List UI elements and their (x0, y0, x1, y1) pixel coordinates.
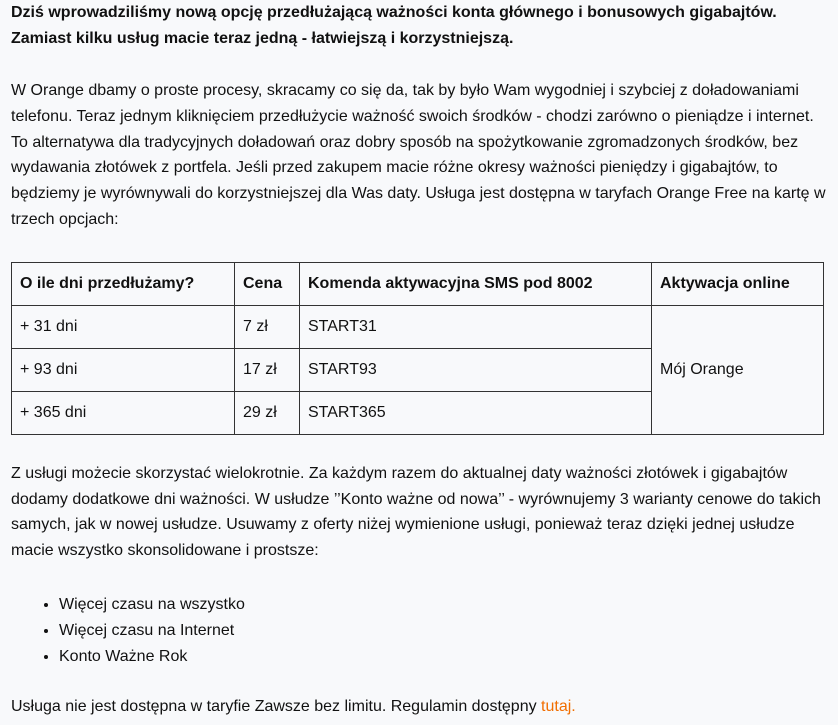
cell-price: 7 zł (235, 305, 300, 348)
cell-sms: START365 (300, 391, 652, 434)
footer-text: Usługa nie jest dostępna w taryfie Zawsze bez limitu. Regulamin dostępny (11, 697, 542, 715)
cell-price: 29 zł (235, 391, 300, 434)
removed-services-list (11, 592, 827, 670)
paragraph-details: Z usługi możecie skorzystać wielokrotnie. Za każdym razem do aktualnej daty ważności złotówek i gigabajtów dodamy dodatkowe dni ważności. W usłudze ’’Konto ważne od nowa’’ - wyrównujemy 3 warianty cenowe do takich samych, jak w nowej usłudze. Usuwamy z oferty niżej wymienione usługi, ponieważ teraz dzięki jednej usłudze macie wszystko skonsolidowane i prostsze: (11, 464, 821, 560)
header-online: Aktywacja online (652, 262, 824, 305)
regulations-link[interactable]: tutaj. (541, 697, 576, 715)
list-item: • Konto Ważne Rok (59, 644, 827, 670)
cell-sms: START93 (300, 348, 652, 391)
list-item: • Więcej czasu na Internet (59, 618, 827, 644)
header-sms: Komenda aktywacyjna SMS pod 8002 (300, 262, 652, 305)
header-price: Cena (235, 262, 300, 305)
intro-line-2: Zamiast kilku usług macie teraz jedną - łatwiejszą i korzystniejszą. (11, 30, 514, 47)
cell-days: + 31 dni (12, 305, 235, 348)
intro-line-1: Dziś wprowadziliśmy nową opcję przedłużającą ważności konta głównego i bonusowych gigabajtów. (11, 4, 777, 21)
intro (11, 0, 827, 52)
pricing-table (11, 262, 824, 435)
paragraph-description: W Orange dbamy o proste procesy, skracamy co się da, tak by było Wam wygodniej i szybciej z doładowaniami telefonu. Teraz jednym kliknięciem przedłużycie ważność swoich środków - chodzi zarówno o pieniądze i internet. To alternatywa dla tradycyjnych doładowań oraz dobry sposób na spożytkowanie zgromadzonych środków, bez wydawania złotówek z portfela. Jeśli przed zakupem macie różne okresy ważności pieniędzy i gigabajtów, to będziemy je wyrównywali do korzystniejszej dla Was daty. Usługa jest dostępna w taryfach Orange Free na kartę w trzech opcjach: (11, 82, 826, 228)
cell-days: + 365 dni (12, 391, 235, 434)
table-row (12, 305, 824, 348)
cell-online: Mój Orange (652, 305, 824, 434)
table-header-row (12, 262, 824, 305)
header-days: O ile dni przedłużamy? (12, 262, 235, 305)
list-item: • Więcej czasu na wszystko (59, 592, 827, 618)
cell-sms: START31 (300, 305, 652, 348)
footer-note (11, 694, 827, 720)
cell-days: + 93 dni (12, 348, 235, 391)
cell-price: 17 zł (235, 348, 300, 391)
